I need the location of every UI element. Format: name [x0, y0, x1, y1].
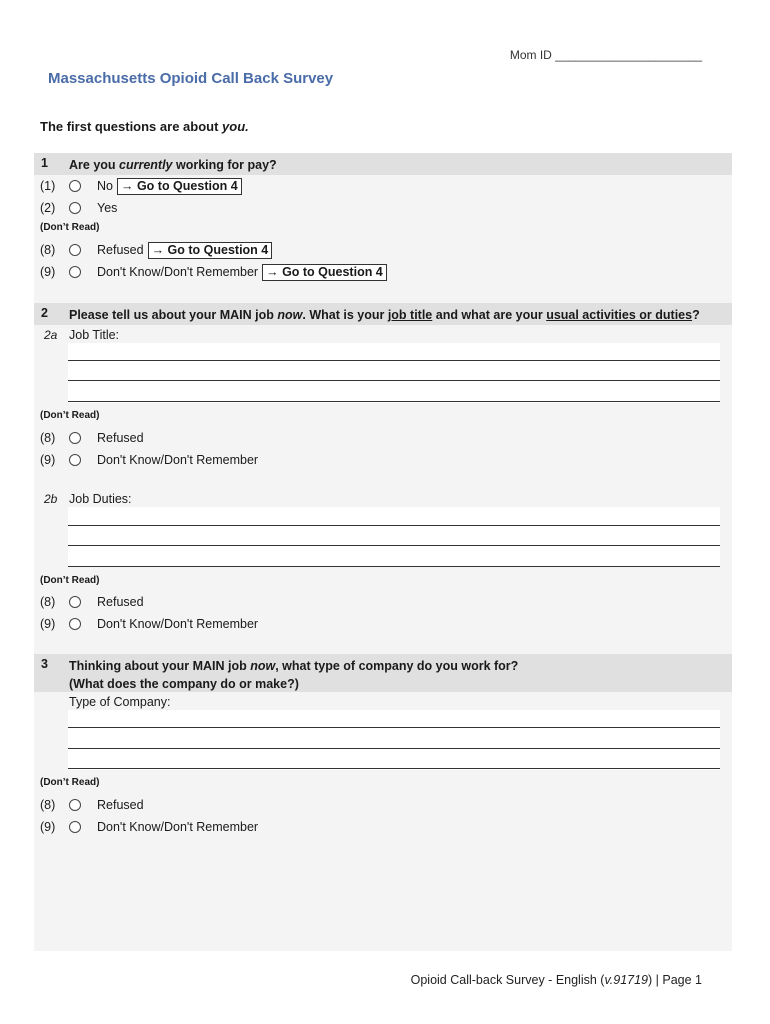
dont-read-label: (Don’t Read)	[40, 777, 100, 788]
option-label: No → Go to Question 4	[97, 177, 242, 195]
radio-button[interactable]	[69, 202, 81, 214]
radio-button[interactable]	[69, 596, 81, 608]
intro-emphasis: you.	[222, 119, 249, 134]
option-label: Don't Know/Don't Remember	[97, 820, 259, 834]
answer-line	[68, 727, 720, 728]
option-code: (2)	[40, 201, 56, 215]
radio-button[interactable]	[69, 821, 81, 833]
answer-line	[68, 566, 720, 567]
page-footer: Opioid Call-back Survey - English (v.91719) | Page 1	[410, 973, 702, 987]
option-code: (9)	[40, 265, 56, 279]
dont-read-label: (Don’t Read)	[40, 575, 100, 586]
option-code: (8)	[40, 798, 56, 812]
goto-box: → Go to Question 4	[148, 242, 273, 259]
sub-question-code: 2b	[44, 492, 58, 506]
company-type-input[interactable]	[68, 710, 720, 770]
option-code: (8)	[40, 595, 56, 609]
company-type-label: Type of Company:	[69, 695, 171, 709]
radio-button[interactable]	[69, 799, 81, 811]
question-2-header	[34, 303, 732, 325]
dont-read-label: (Don’t Read)	[40, 410, 100, 421]
question-1-header	[34, 153, 732, 175]
option-label: Refused	[97, 798, 144, 812]
question-number: 1	[41, 156, 48, 170]
intro-prefix: The first questions are about	[40, 119, 223, 134]
option-code: (8)	[40, 243, 56, 257]
job-duties-label: Job Duties:	[69, 492, 132, 506]
job-duties-input[interactable]	[68, 507, 720, 567]
sub-question-code: 2a	[44, 328, 58, 342]
question-number: 2	[41, 306, 48, 320]
radio-button[interactable]	[69, 618, 81, 630]
option-code: (1)	[40, 179, 56, 193]
job-title-label: Job Title:	[69, 328, 120, 342]
question-number: 3	[41, 657, 48, 671]
option-code: (9)	[40, 617, 56, 631]
option-code: (9)	[40, 453, 56, 467]
answer-line	[68, 380, 720, 381]
goto-box: → Go to Question 4	[117, 178, 242, 195]
option-label: Don't Know/Don't Remember → Go to Question 4	[97, 263, 387, 281]
option-code: (8)	[40, 431, 56, 445]
question-text: Are you currently working for pay?	[69, 158, 277, 172]
answer-line	[68, 748, 720, 749]
question-text: Thinking about your MAIN job now, what type of company do you work for? (What does the company do or make?)	[69, 659, 519, 691]
job-title-input[interactable]	[68, 343, 720, 403]
mom-id-field: Mom ID ______________________	[509, 48, 702, 62]
option-code: (9)	[40, 820, 56, 834]
option-label: Refused	[97, 431, 144, 445]
question-3-header	[34, 654, 732, 692]
answer-line	[68, 401, 720, 402]
answer-line	[68, 525, 720, 526]
answer-line	[68, 768, 720, 769]
radio-button[interactable]	[69, 180, 81, 192]
goto-box: → Go to Question 4	[262, 264, 387, 281]
radio-button[interactable]	[69, 454, 81, 466]
answer-line	[68, 360, 720, 361]
answer-line	[68, 545, 720, 546]
radio-button[interactable]	[69, 266, 81, 278]
intro-text	[40, 119, 249, 134]
radio-button[interactable]	[69, 432, 81, 444]
dont-read-label: (Don’t Read)	[40, 222, 100, 233]
radio-button[interactable]	[69, 244, 81, 256]
option-label: Refused → Go to Question 4	[97, 241, 272, 259]
survey-title: Massachusetts Opioid Call Back Survey	[48, 70, 334, 87]
question-text: Please tell us about your MAIN job now. What is your job title and what are your usual activities or duties?	[69, 308, 700, 322]
option-label: Yes	[97, 201, 118, 215]
option-label: Refused	[97, 595, 144, 609]
option-label: Don't Know/Don't Remember	[97, 617, 259, 631]
option-label: Don't Know/Don't Remember	[97, 453, 259, 467]
